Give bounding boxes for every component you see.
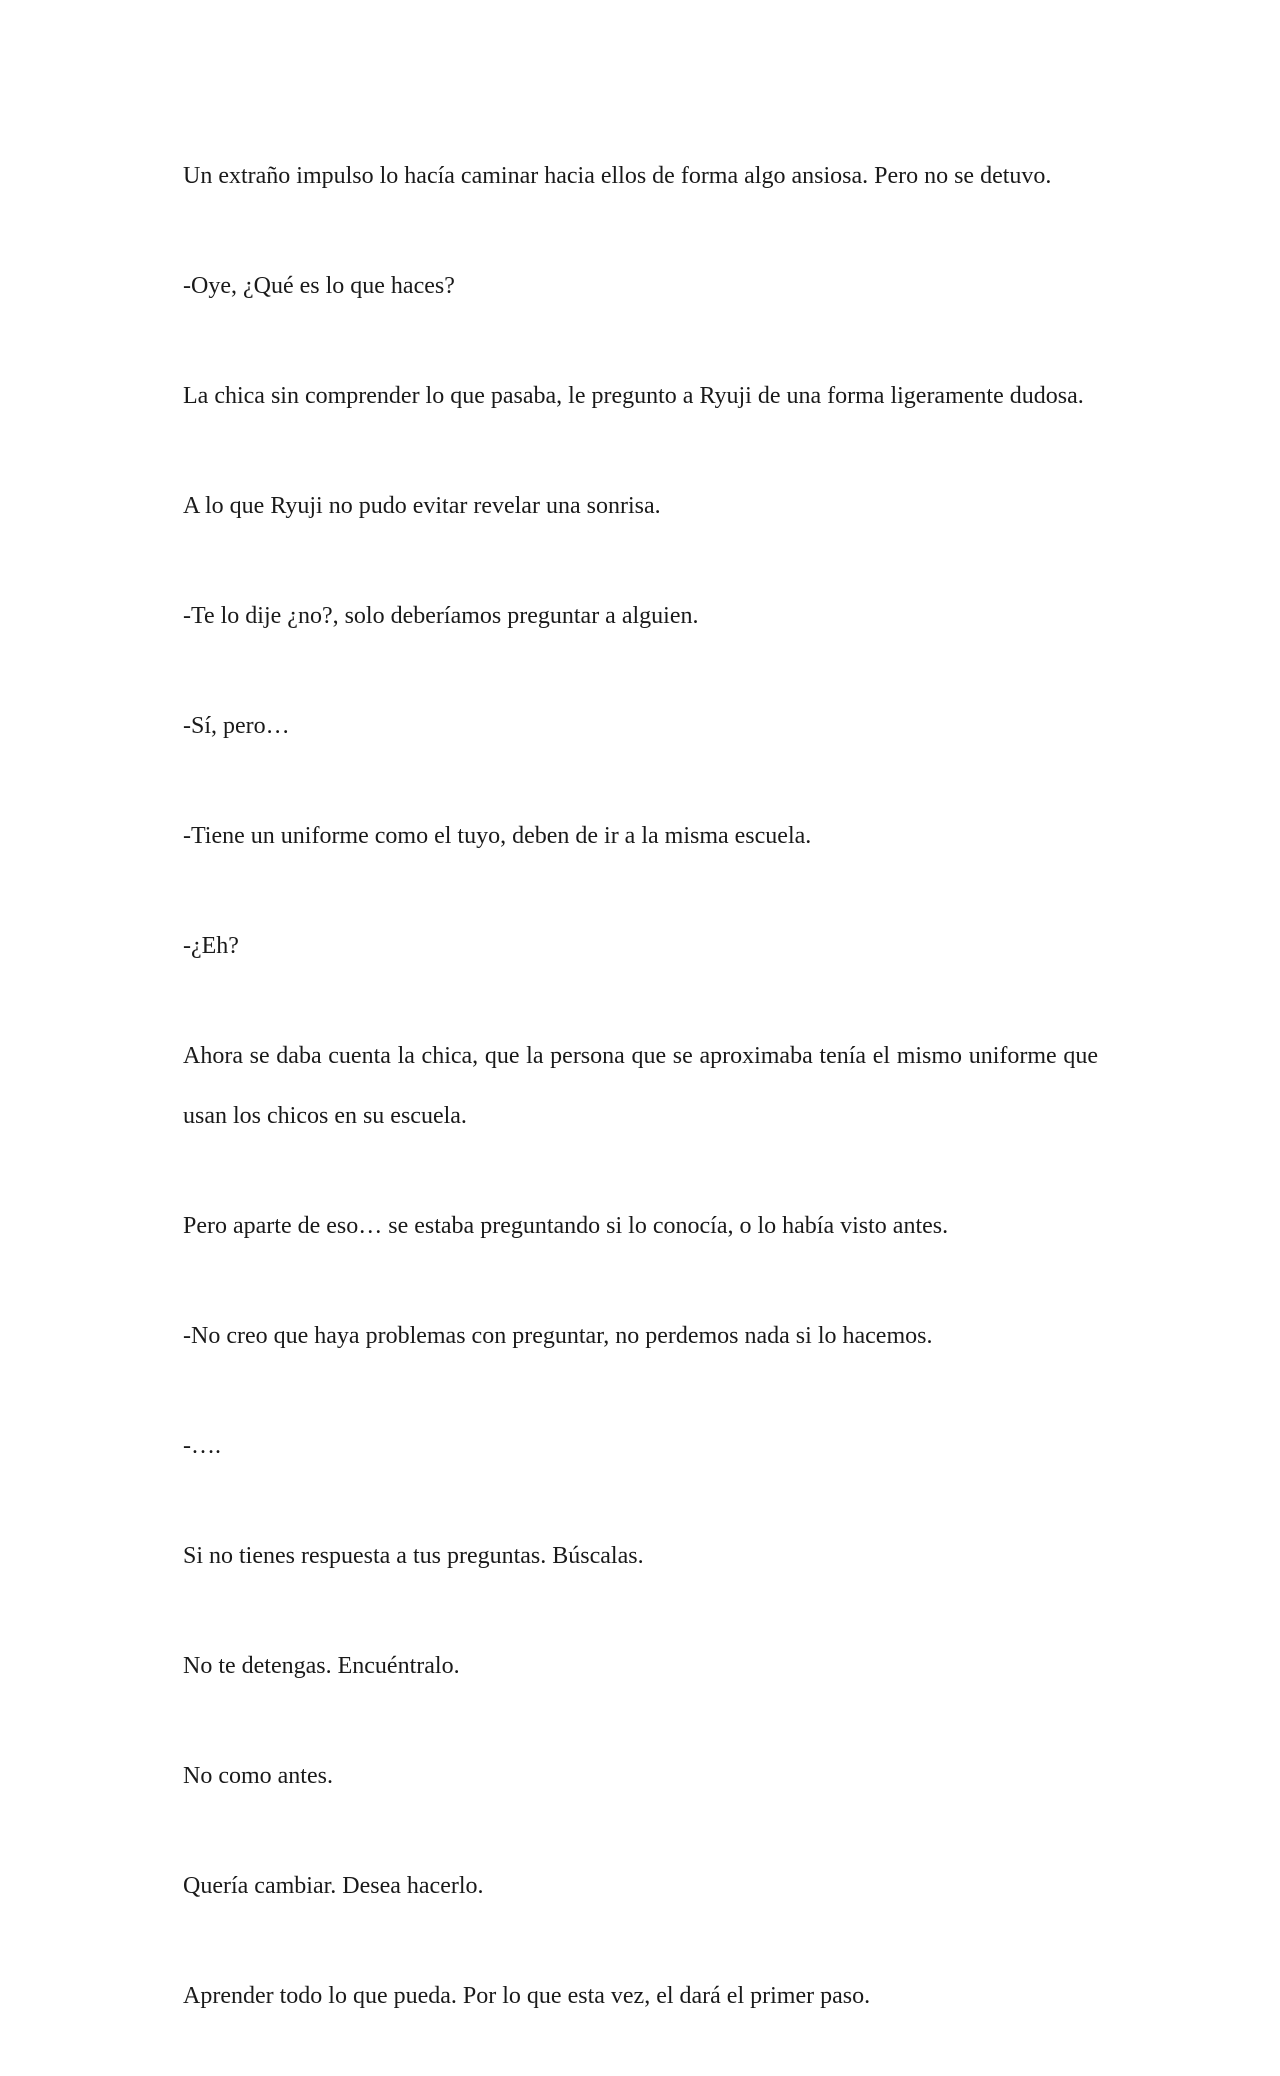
paragraph: No te detengas. Encuéntralo.: [183, 1653, 460, 1679]
body-text: [183, 146, 1104, 2076]
paragraph: -Oye, ¿Qué es lo que haces?: [183, 273, 455, 299]
paragraph: Pero aparte de eso… se estaba preguntando si lo conocía, o lo había visto antes.: [183, 1213, 949, 1239]
paragraph: -Te lo dije ¿no?, solo deberíamos preguntar a alguien.: [183, 603, 699, 629]
paragraph: -Sí, pero…: [183, 713, 290, 739]
paragraph: No como antes.: [183, 1763, 333, 1789]
paragraph: Un extraño impulso lo hacía caminar hacia ellos de forma algo ansiosa. Pero no se detuvo.: [183, 163, 1052, 189]
paragraph: Aprender todo lo que pueda. Por lo que esta vez, el dará el primer paso.: [183, 1983, 871, 2009]
paragraph: -¿Eh?: [183, 933, 239, 959]
paragraph: Si no tienes respuesta a tus preguntas. Búscalas.: [183, 1543, 644, 1569]
paragraph: -No creo que haya problemas con preguntar, no perdemos nada si lo hacemos.: [183, 1323, 933, 1349]
paragraph: Ahora se daba cuenta la chica, que la persona que se aproximaba tenía el mismo uniforme que usan los chicos en su escuela.: [183, 1043, 1104, 1129]
paragraph: Quería cambiar. Desea hacerlo.: [183, 1873, 484, 1899]
paragraph: La chica sin comprender lo que pasaba, le pregunto a Ryuji de una forma ligeramente dudosa.: [183, 383, 1084, 409]
paragraph: -….: [183, 1433, 221, 1459]
paragraph: A lo que Ryuji no pudo evitar revelar una sonrisa.: [183, 493, 661, 519]
paragraph: -Tiene un uniforme como el tuyo, deben de ir a la misma escuela.: [183, 823, 812, 849]
